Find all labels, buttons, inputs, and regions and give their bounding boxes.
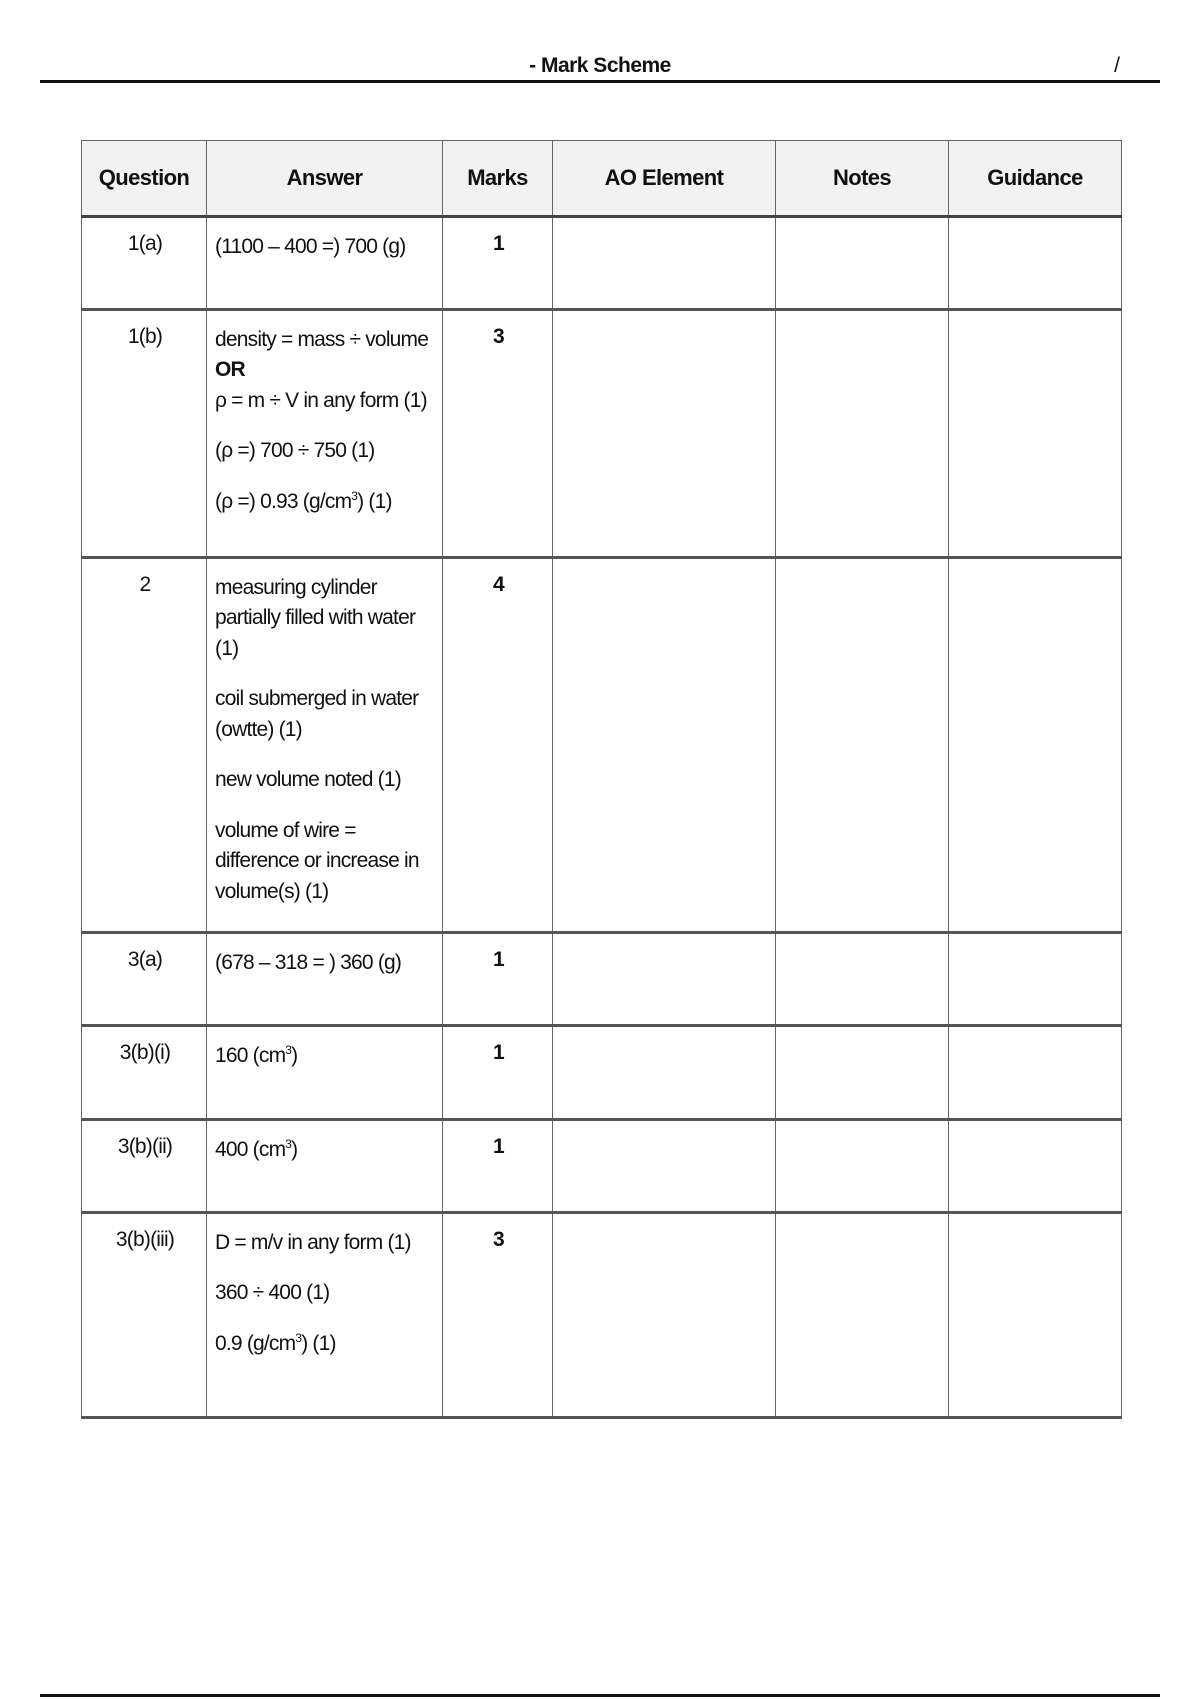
ao-element-cell [553, 1026, 776, 1120]
answer-text: (ρ =) 0.93 (g/cm [215, 489, 352, 513]
question-cell: 3(b)(i) [82, 1026, 207, 1120]
table-row [82, 558, 1122, 933]
answer-text: 0.9 (g/cm [215, 1331, 296, 1355]
marks-cell: 1 [443, 1026, 553, 1120]
header-mark: / [1114, 54, 1120, 77]
table-header-row [82, 141, 1122, 217]
marks-cell: 3 [443, 1213, 553, 1418]
answer-cell [207, 310, 443, 558]
answer-line: ρ = m ÷ V in any form (1) [215, 388, 427, 412]
answer-line [215, 1041, 436, 1071]
answer-line: (1100 – 400 =) 700 (g) [215, 235, 406, 258]
table-row [82, 1026, 1122, 1120]
table-row [82, 1120, 1122, 1213]
guidance-cell [949, 1120, 1122, 1213]
notes-cell [776, 217, 949, 310]
question-cell: 2 [82, 558, 207, 933]
column-header-answer: Answer [207, 141, 443, 217]
page-header [40, 50, 1160, 83]
notes-cell [776, 1213, 949, 1418]
superscript: 3 [285, 1043, 292, 1057]
answer-text: ) [291, 1044, 298, 1067]
column-header-question: Question [82, 141, 207, 217]
footer-rule [40, 1694, 1160, 1697]
question-cell: 1(a) [82, 217, 207, 310]
answer-line [215, 1329, 436, 1359]
guidance-cell [949, 558, 1122, 933]
answer-text: ) (1) [357, 489, 392, 513]
answer-cell [207, 933, 443, 1026]
column-header-marks: Marks [443, 141, 553, 217]
answer-cell [207, 1026, 443, 1120]
answer-line: new volume noted (1) [215, 768, 401, 792]
answer-line: volume of wire = difference or increase in volume(s) (1) [215, 818, 419, 903]
answer-line: (678 – 318 = ) 360 (g) [215, 951, 402, 974]
marks-cell: 1 [443, 217, 553, 310]
question-cell: 3(a) [82, 933, 207, 1026]
answer-cell [207, 558, 443, 933]
guidance-cell [949, 933, 1122, 1026]
question-cell: 1(b) [82, 310, 207, 558]
answer-cell [207, 217, 443, 310]
ao-element-cell [553, 933, 776, 1026]
answer-line [215, 1135, 436, 1165]
question-cell: 3(b)(ii) [82, 1120, 207, 1213]
answer-line: measuring cylinder partially filled with water (1) [215, 576, 416, 660]
answer-line: (ρ =) 700 ÷ 750 (1) [215, 439, 375, 463]
answer-line [215, 487, 436, 517]
mark-scheme-table [81, 140, 1122, 1419]
answer-text: ) [291, 1138, 298, 1161]
notes-cell [776, 310, 949, 558]
answer-line: coil submerged in water (owtte) (1) [215, 687, 419, 741]
marks-cell: 3 [443, 310, 553, 558]
superscript: 3 [295, 1330, 302, 1345]
guidance-cell [949, 1026, 1122, 1120]
table-row [82, 933, 1122, 1026]
superscript: 3 [351, 488, 358, 503]
header-title: - Mark Scheme [529, 54, 671, 77]
table-row [82, 1213, 1122, 1418]
column-header-notes: Notes [776, 141, 949, 217]
question-cell: 3(b)(iii) [82, 1213, 207, 1418]
ao-element-cell [553, 217, 776, 310]
answer-text: ) (1) [301, 1331, 336, 1355]
guidance-cell [949, 310, 1122, 558]
table-row [82, 217, 1122, 310]
answer-or: OR [215, 358, 245, 382]
guidance-cell [949, 217, 1122, 310]
ao-element-cell [553, 1213, 776, 1418]
ao-element-cell [553, 1120, 776, 1213]
answer-line: 360 ÷ 400 (1) [215, 1281, 330, 1305]
answer-cell [207, 1120, 443, 1213]
column-header-ao-element: AO Element [553, 141, 776, 217]
notes-cell [776, 558, 949, 933]
answer-line [215, 325, 436, 386]
superscript: 3 [285, 1137, 292, 1151]
marks-cell: 1 [443, 1120, 553, 1213]
ao-element-cell [553, 310, 776, 558]
answer-text: density = mass ÷ volume [215, 328, 429, 351]
answer-text: 400 (cm [215, 1138, 286, 1161]
marks-cell: 1 [443, 933, 553, 1026]
notes-cell [776, 1120, 949, 1213]
notes-cell [776, 1026, 949, 1120]
answer-line: D = m/v in any form (1) [215, 1231, 411, 1254]
table-row [82, 310, 1122, 558]
notes-cell [776, 933, 949, 1026]
column-header-guidance: Guidance [949, 141, 1122, 217]
guidance-cell [949, 1213, 1122, 1418]
ao-element-cell [553, 558, 776, 933]
marks-cell: 4 [443, 558, 553, 933]
answer-text: 160 (cm [215, 1044, 286, 1067]
answer-cell [207, 1213, 443, 1418]
